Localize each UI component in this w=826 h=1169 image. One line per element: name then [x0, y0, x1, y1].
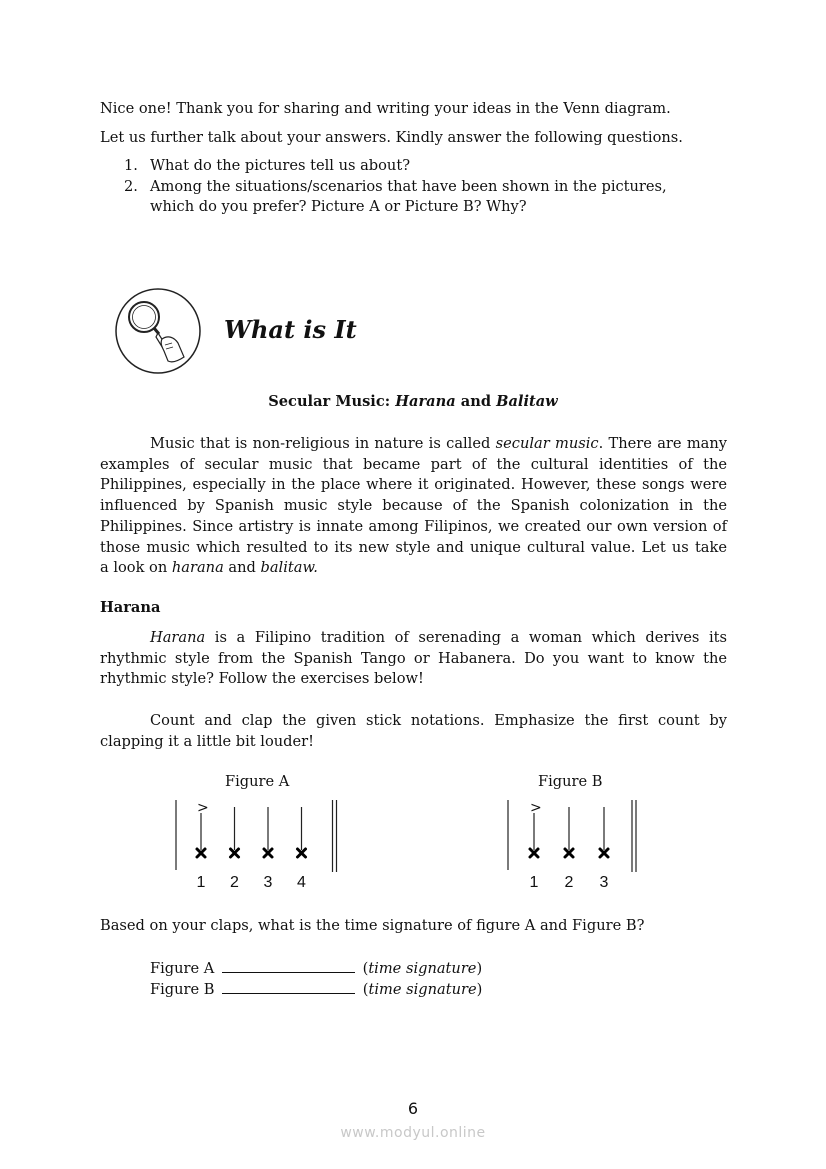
intro-line-1: Nice one! Thank you for sharing and writing your ideas in the Venn diagram.	[100, 100, 671, 117]
figure-a-answer-blank[interactable]	[222, 958, 355, 973]
note-head	[231, 849, 239, 857]
count-label: 2	[230, 874, 239, 891]
accent-mark: >	[197, 800, 209, 816]
instruction-paragraph	[100, 711, 727, 752]
subtitle	[0, 393, 826, 410]
subtitle-term-balitaw: Balitaw	[496, 393, 558, 410]
text: . There are many	[598, 435, 727, 452]
count-label: 3	[599, 874, 609, 891]
term-harana: harana	[171, 559, 224, 577]
term-balitaw: balitaw.	[260, 559, 318, 577]
paragraph-line: influenced by Spanish music style because of the Spanish colonization in the	[100, 497, 727, 515]
question-text: which do you prefer? Picture A or Picture B? Why?	[150, 198, 527, 216]
text: and	[223, 559, 261, 577]
question-item	[100, 177, 700, 218]
count-label: 4	[297, 874, 306, 891]
question-list	[100, 156, 700, 218]
figure-b-label: Figure B	[538, 773, 603, 790]
paragraph-line	[100, 434, 727, 455]
answer-hint: time signature	[368, 981, 477, 998]
subtitle-mid: and	[455, 393, 497, 410]
text: Music that is non-religious in nature is called	[150, 435, 496, 452]
count-label: 1	[529, 874, 539, 891]
answer-row-figure-a: Figure A (time signature)	[150, 960, 483, 977]
paragraph-line: rhythmic style from the Spanish Tango or Habanera. Do you want to know the	[100, 649, 727, 667]
answer-hint: time signature	[368, 960, 477, 977]
secular-music-paragraph	[100, 434, 727, 579]
note-head	[565, 849, 573, 857]
harana-paragraph	[100, 628, 727, 690]
page-number: 6	[407, 1099, 419, 1118]
paragraph-line: examples of secular music that became part of the cultural identities of the	[100, 455, 727, 473]
text: is a Filipino tradition of serenading a woman which derives its	[205, 629, 727, 646]
watermark: www.modyul.online	[340, 1125, 486, 1141]
question-number: 2.	[124, 177, 138, 195]
intro-line-2: Let us further talk about your answers. Kindly answer the following questions.	[100, 129, 683, 146]
subtitle-term-harana: Harana	[395, 393, 456, 410]
question-number: 1.	[124, 157, 138, 174]
note-head	[530, 849, 538, 857]
count-label: 2	[564, 874, 574, 891]
question-item	[100, 156, 700, 177]
paragraph-line: rhythmic style? Follow the exercises below!	[100, 670, 424, 688]
figure-a-stick-notation	[170, 795, 340, 895]
harana-heading: Harana	[100, 599, 161, 616]
note-head	[298, 849, 306, 857]
paragraph-line: Count and clap the given stick notations. Emphasize the first count by	[150, 712, 727, 729]
figure-a-label: Figure A	[225, 773, 290, 790]
answer-label: Figure A	[150, 960, 215, 977]
question-text: What do the pictures tell us about?	[150, 157, 411, 174]
figure-b-stick-notation	[503, 795, 638, 895]
time-signature-question: Based on your claps, what is the time signature of figure A and Figure B?	[100, 917, 645, 934]
paragraph-line: Philippines, especially in the place where it originated. However, these songs were	[100, 476, 727, 494]
answer-row-figure-b: Figure B (time signature)	[150, 981, 483, 998]
section-title: What is It	[224, 315, 357, 344]
magnifying-glass-hand-icon	[112, 287, 204, 375]
accent-mark: >	[530, 800, 542, 816]
question-text: Among the situations/scenarios that have been shown in the pictures,	[150, 177, 667, 195]
paragraph-line: those music which resulted to its new style and unique cultural value. Let us take	[100, 538, 727, 556]
paragraph-line: clapping it a little bit louder!	[100, 732, 314, 750]
subtitle-prefix: Secular Music:	[268, 393, 396, 410]
text: a look on	[100, 559, 172, 577]
term-harana: Harana	[150, 629, 206, 646]
answer-label: Figure B	[150, 981, 215, 998]
count-label: 1	[196, 874, 206, 891]
figure-b-answer-blank[interactable]	[222, 979, 355, 994]
note-head	[264, 849, 272, 857]
paragraph-line: Philippines. Since artistry is innate among Filipinos, we created our own version of	[100, 517, 727, 535]
paragraph-line	[100, 558, 727, 579]
note-head	[600, 849, 608, 857]
paragraph-line	[100, 628, 727, 649]
count-label: 3	[263, 874, 273, 891]
term-secular-music: secular music	[495, 435, 599, 452]
note-head	[197, 849, 205, 857]
